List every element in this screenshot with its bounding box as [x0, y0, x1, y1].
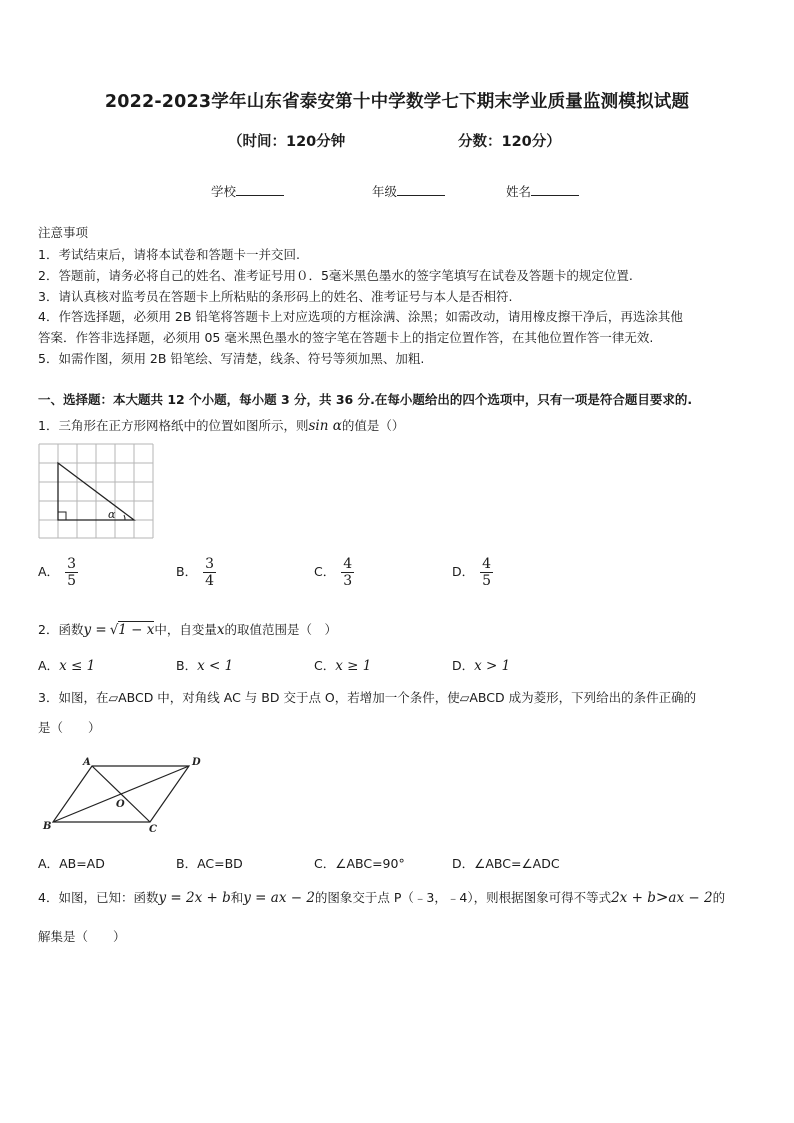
school-blank[interactable] [236, 183, 284, 196]
q1-option-b[interactable]: B． $\frac{3}{4}$ [176, 556, 214, 589]
question-2: 2．函数y = √1 − x中，自变量x的取值范围是（ ） [38, 622, 338, 638]
note-item: 5．如需作图，须用 2B 铅笔绘、写清楚，线条、符号等须加黑、加粗. [38, 351, 425, 366]
school-field[interactable] [211, 182, 284, 200]
alpha-label: α [108, 508, 116, 521]
center-o-label: O [116, 799, 125, 810]
question-1: 1．三角形在正方形网格纸中的位置如图所示，则sin α的值是（） [38, 418, 405, 434]
q3-option-b[interactable]: B．AC=BD [176, 856, 243, 871]
question-3-line2: 是（ ） [38, 720, 101, 735]
vertex-b-label: B [43, 821, 52, 832]
q3-option-d[interactable]: D．∠ABC=∠ADC [452, 856, 560, 871]
q1-grid-figure [38, 443, 156, 540]
q3-option-c[interactable]: C．∠ABC=90° [314, 856, 405, 871]
q2-option-c[interactable]: C．x ≥ 1 [314, 658, 372, 674]
q3-option-a[interactable]: A．AB=AD [38, 856, 105, 871]
vertex-a-label: A [83, 757, 91, 768]
name-label: 姓名 [506, 184, 532, 199]
name-blank[interactable] [531, 183, 579, 196]
right-angle-mark [58, 512, 66, 520]
note-item: 3．请认真核对监考员在答题卡上所粘贴的条形码上的姓名、准考证号与本人是否相符. [38, 289, 513, 304]
question-4-line2: 解集是（ ） [38, 929, 126, 944]
q2-option-b[interactable]: B．x < 1 [176, 658, 234, 674]
vertex-c-label: C [149, 824, 157, 835]
name-field[interactable] [506, 182, 579, 200]
q1-option-d[interactable]: D． $\frac{4}{5}$ [452, 556, 492, 589]
school-label: 学校 [211, 184, 237, 199]
q2-option-a[interactable]: A．x ≤ 1 [38, 658, 96, 674]
angle-arc [124, 515, 125, 520]
vertex-d-label: D [192, 757, 201, 768]
q1-option-a[interactable]: A． $\frac{3}{5}$ [38, 556, 76, 589]
sin-alpha: sin α [308, 418, 342, 434]
question-3-line1: 3．如图，在▱ABCD 中，对角线 AC 与 BD 交于点 O，若增加一个条件，使▱ABCD 成为菱形，下列给出的条件正确的 [38, 690, 697, 705]
note-item: 4．作答选择题，必须用 2B 铅笔将答题卡上对应选项的方框涂满、涂黑；如需改动，请用橡皮擦干净后，再选涂其他 [38, 309, 683, 324]
grade-blank[interactable] [397, 183, 445, 196]
q1-option-c[interactable]: C． $\frac{4}{3}$ [314, 556, 353, 589]
diagonal-bd [53, 766, 189, 822]
q2-option-d[interactable]: D．x > 1 [452, 658, 511, 674]
section-heading: 一、选择题：本大题共 12 个小题，每小题 3 分，共 36 分.在每小题给出的四个选项中，只有一项是符合题目要求的. [38, 392, 693, 407]
note-item: 1．考试结束后，请将本试卷和答题卡一并交回. [38, 247, 300, 262]
grade-label: 年级 [372, 184, 398, 199]
note-item: 2．答题前，请务必将自己的姓名、准考证号用０．5毫米黑色墨水的签字笔填写在试卷及答题卡的规定位置. [38, 268, 633, 283]
grade-field[interactable] [372, 182, 445, 200]
exam-score: 分数：120分） [458, 134, 561, 150]
question-4-line1: 4．如图，已知：函数y = 2x + b和y = ax − 2的图象交于点 P（﹣3，﹣4），则根据图象可得不等式2x + b>ax − 2的 [38, 888, 726, 906]
note-item: 答案．作答非选择题，必须用 05 毫米黑色墨水的签字笔在答题卡上的指定位置作答，在其他位置作答一律无效. [38, 330, 654, 345]
page-title: 2022-2023学年山东省泰安第十中学数学七下期末学业质量监测模拟试题 [104, 92, 690, 112]
notes-heading: 注意事项 [38, 225, 89, 240]
parallelogram-figure [38, 752, 210, 836]
radicand: 1 − x [118, 622, 155, 638]
exam-time: （时间：120分钟 [228, 134, 346, 150]
